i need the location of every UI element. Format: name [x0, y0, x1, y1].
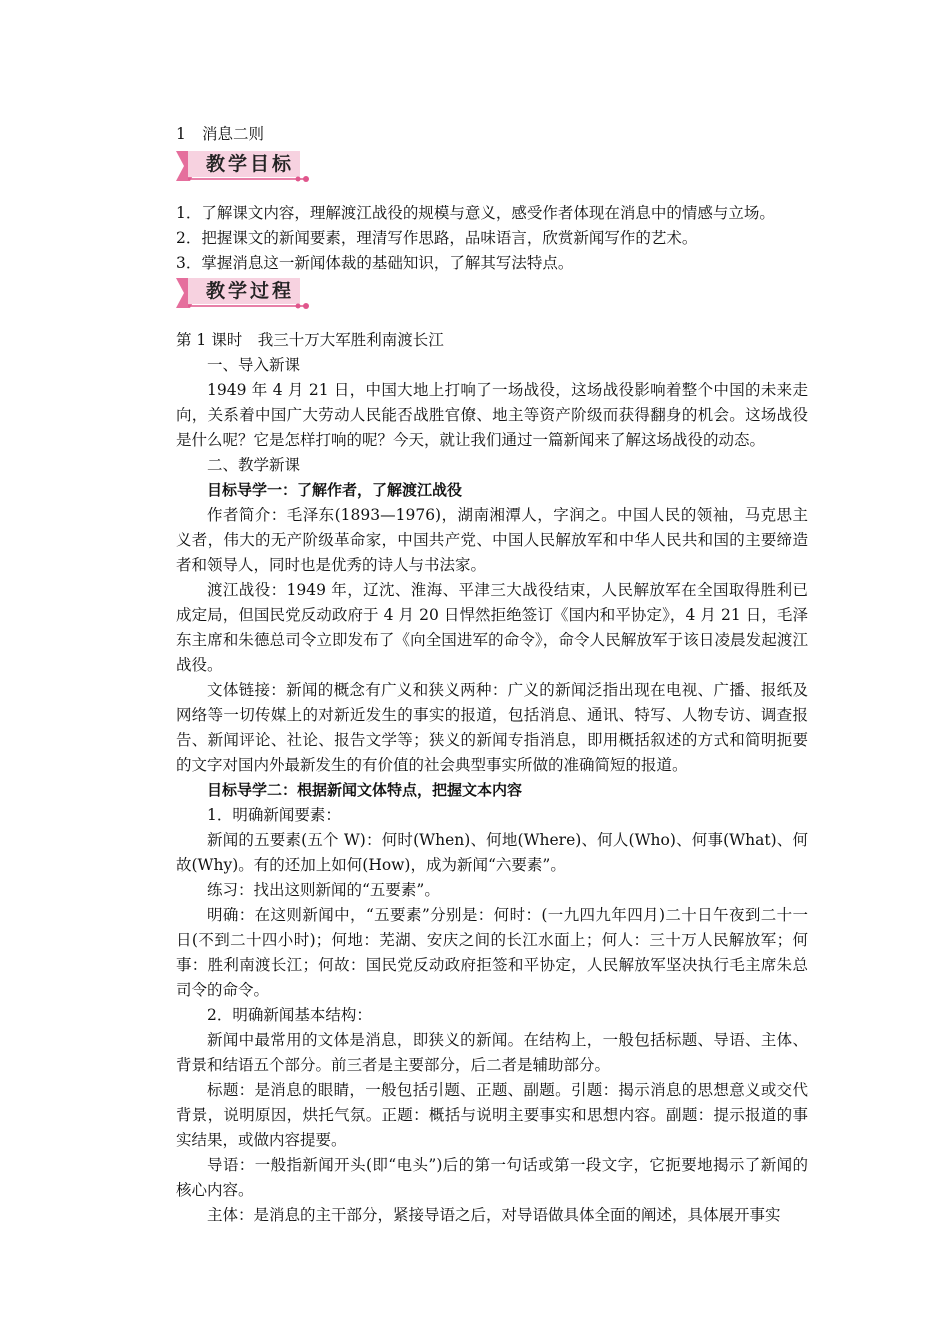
- item-heading-2: 2．明确新闻基本结构：: [207, 1006, 372, 1024]
- lesson-number: 1: [176, 125, 186, 143]
- intro-paragraph: 1949 年 4 月 21 日，中国大地上打响了一场战役，这场战役影响着整个中国的未来走向，关系着中国广大劳动人民能否战胜官僚、地主等资产阶级而获得翻身的机会。这场战役是什么呢？它是怎样打响的呢？今天，就让我们通过一篇新闻来了解这场战役的动态。: [176, 381, 808, 449]
- lesson-title-text: 消息二则: [202, 125, 265, 143]
- banner-process-text: 教学过程: [206, 280, 295, 302]
- goal-item-3: 3．掌握消息这一新闻体裁的基础知识，了解其写法特点。: [176, 254, 574, 272]
- battle-paragraph: 渡江战役：1949 年，辽沈、淮海、平津三大战役结束，人民解放军在全国取得胜利已成定局，但国民党反动政府于 4 月 20 日悍然拒绝签订《国内和平协定》，4 月 21 日，毛泽东主席和朱德总司令立即发布了《向全国进军的命令》，命令人民解放军于该日凌晨发起渡江战役。: [176, 581, 808, 674]
- body-paragraph: 主体：是消息的主干部分，紧接导语之后，对导语做具体全面的阐述，具体展开事实: [207, 1206, 781, 1224]
- headline-paragraph: 标题：是消息的眼睛，一般包括引题、正题、副题。引题：揭示消息的思想意义或交代背景，说明原因，烘托气氛。正题：概括与说明主要事实和思想内容。副题：提示报道的事实结果，或做内容提要。: [176, 1081, 808, 1149]
- banner-teaching-process: [176, 276, 808, 310]
- exercise-paragraph: 练习：找出这则新闻的“五要素”。: [207, 881, 440, 899]
- lesson-title: [176, 122, 808, 147]
- goal-item-1: 1．了解课文内容，理解渡江战役的规模与意义，感受作者体现在消息中的情感与立场。: [176, 204, 775, 222]
- banner-teaching-goals: [176, 149, 808, 183]
- banner-goals-text: 教学目标: [206, 153, 295, 175]
- section-heading-1: 一、导入新课: [207, 356, 301, 374]
- section-heading-2: 二、教学新课: [207, 456, 301, 474]
- answer-paragraph: 明确：在这则新闻中，“五要素”分别是：何时：(一九四九年四月)二十日午夜到二十一日(不到二十四小时)；何地：芜湖、安庆之间的长江水面上；何人：三十万人民解放军；何事：胜利南渡长江；何故：国民党反动政府拒签和平协定，人民解放军坚决执行毛主席朱总司令的命令。: [176, 906, 808, 999]
- author-paragraph: 作者简介：毛泽东(1893—1976)，湖南湘潭人，字润之。中国人民的领袖，马克思主义者，伟大的无产阶级革命家，中国共产党、中国人民解放军和中华人民共和国的主要缔造者和领导人，同时也是优秀的诗人与书法家。: [176, 506, 808, 574]
- item-heading-1: 1．明确新闻要素：: [207, 806, 341, 824]
- lead-paragraph: 导语：一般指新闻开头(即“电头”)后的第一句话或第一段文字，它扼要地揭示了新闻的核心内容。: [176, 1156, 808, 1199]
- document-content: [176, 122, 808, 1228]
- genre-paragraph: 文体链接：新闻的概念有广义和狭义两种：广义的新闻泛指出现在电视、广播、报纸及网络等一切传媒上的对新近发生的事实的报道，包括消息、通讯、特写、人物专访、调查报告、新闻评论、社论、报告文学等；狭义的新闻专指消息，即用概括叙述的方式和简明扼要的文字对国内外最新发生的有价值的社会典型事实所做的准确简短的报道。: [176, 681, 808, 774]
- period-title: 第 1 课时 我三十万大军胜利南渡长江: [176, 331, 444, 349]
- goal-heading-2: 目标导学二：根据新闻文体特点，把握文本内容: [207, 781, 523, 799]
- goal-item-2: 2．把握课文的新闻要素，理清写作思路，品味语言，欣赏新闻写作的艺术。: [176, 229, 698, 247]
- goal-heading-1: 目标导学一：了解作者，了解渡江战役: [207, 481, 463, 499]
- structure-paragraph: 新闻中最常用的文体是消息，即狭义的新闻。在结构上，一般包括标题、导语、主体、背景和结语五个部分。前三者是主要部分，后二者是辅助部分。: [176, 1031, 808, 1074]
- five-elements-paragraph: 新闻的五要素(五个 W)：何时(When)、何地(Where)、何人(Who)、何事(What)、何故(Why)。有的还加上如何(How)，成为新闻“六要素”。: [176, 831, 808, 874]
